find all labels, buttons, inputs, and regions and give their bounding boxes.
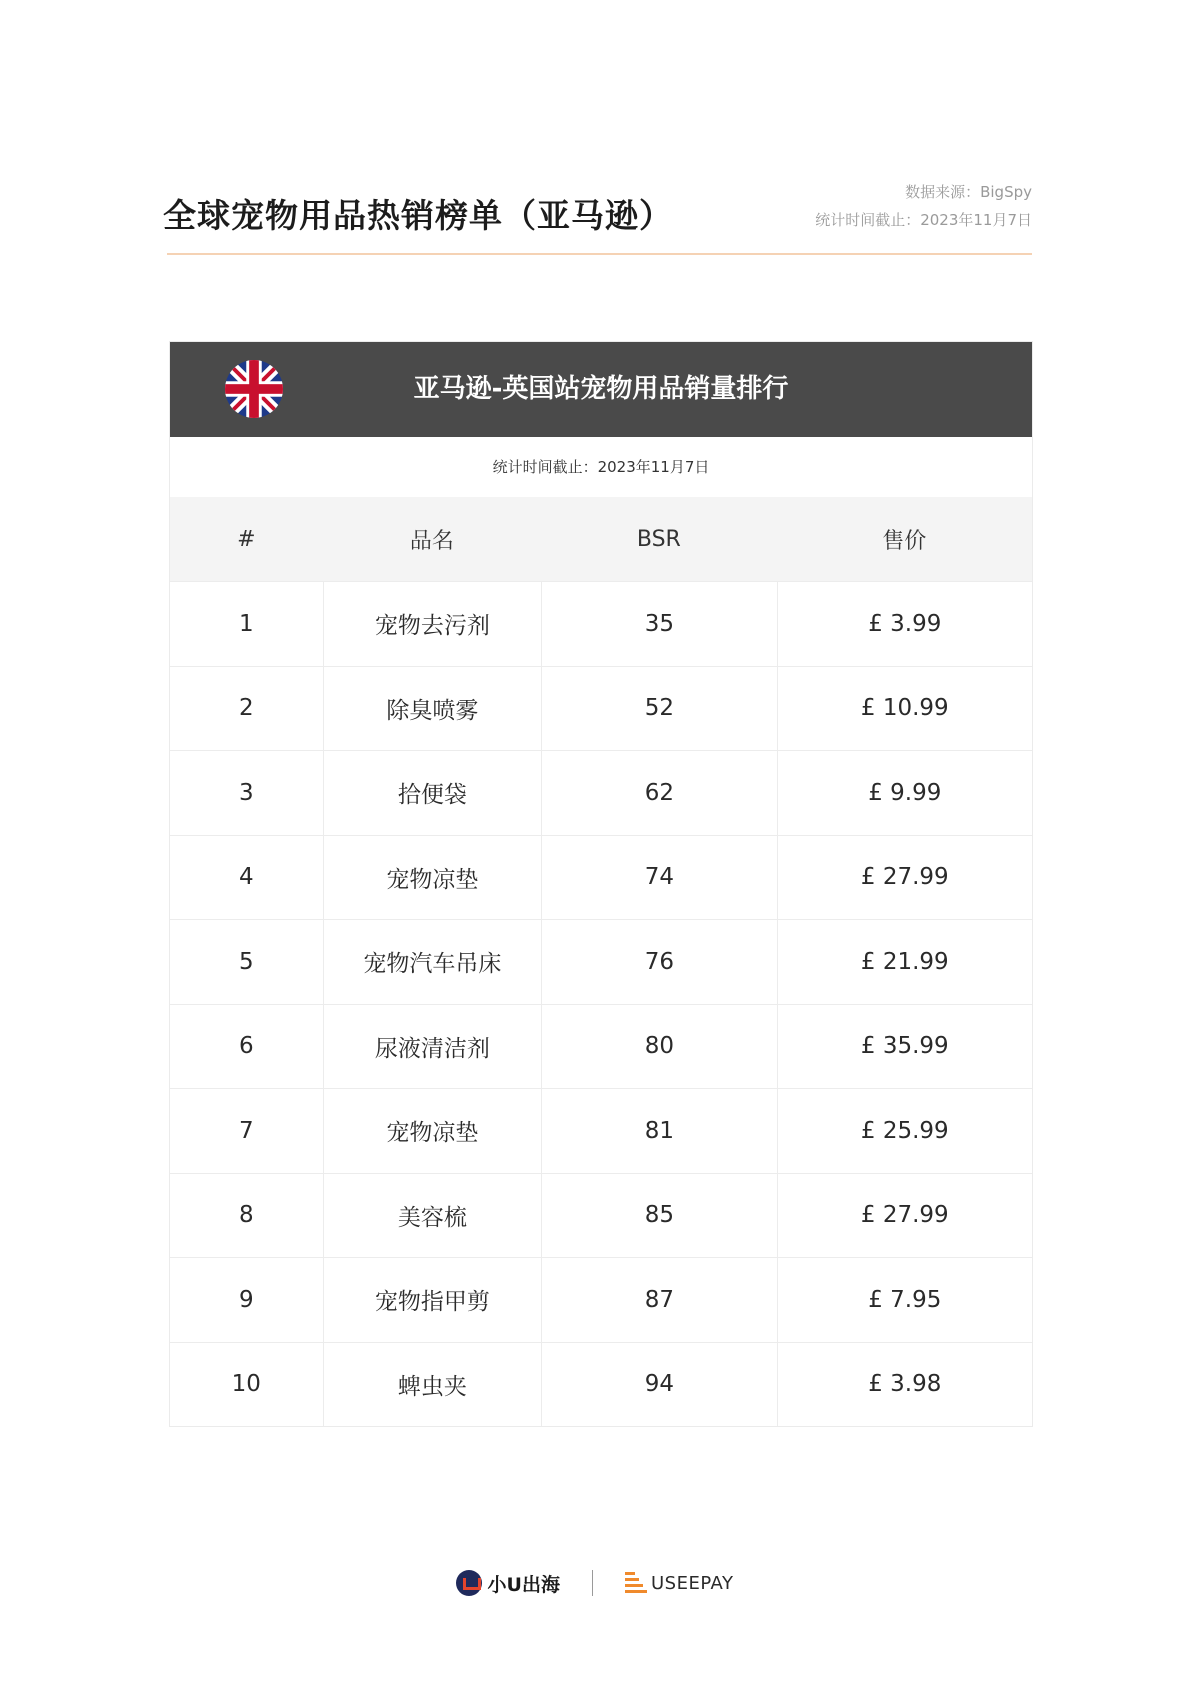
bsr-cell: 80 <box>541 1005 776 1089</box>
rank-cell: 8 <box>239 1202 254 1229</box>
meta-info <box>815 178 1032 234</box>
table-caption: 统计时间截止：2023年11月7日 <box>170 437 1032 497</box>
rank-cell: 6 <box>239 1033 254 1060</box>
brand-xiaou <box>456 1570 560 1597</box>
rank-cell: 5 <box>239 948 254 975</box>
price-cell: £ 3.98 <box>777 1343 1032 1427</box>
product-name-cell: 美容梳 <box>323 1174 542 1258</box>
bsr-cell: 87 <box>541 1258 776 1342</box>
product-name-cell: 宠物指甲剪 <box>323 1258 542 1342</box>
price-cell: £ 9.99 <box>777 751 1032 835</box>
bsr-cell: 35 <box>541 582 776 666</box>
rank-cell: 2 <box>239 695 254 722</box>
table-title: 亚马逊-英国站宠物用品销量排行 <box>413 374 789 404</box>
bsr-cell: 74 <box>541 836 776 920</box>
product-name-cell: 宠物凉垫 <box>323 1089 542 1173</box>
rank-cell: 9 <box>239 1286 254 1313</box>
product-name-cell: 蜱虫夹 <box>323 1343 542 1427</box>
ranking-table <box>169 341 1033 1427</box>
table-row <box>170 835 1032 920</box>
rank-cell: 4 <box>239 864 254 891</box>
product-name-cell: 除臭喷雾 <box>323 667 542 751</box>
table-row <box>170 919 1032 1004</box>
product-name-cell: 宠物凉垫 <box>323 836 542 920</box>
table-row <box>170 581 1032 666</box>
brand-useepay <box>625 1570 733 1596</box>
column-header-name: 品名 <box>409 528 454 554</box>
table-row <box>170 750 1032 835</box>
price-cell: £ 10.99 <box>777 667 1032 751</box>
bsr-cell: 76 <box>541 920 776 1004</box>
product-name-cell: 宠物汽车吊床 <box>323 920 542 1004</box>
price-cell: £ 21.99 <box>777 920 1032 1004</box>
price-cell: £ 3.99 <box>777 582 1032 666</box>
price-cell: £ 27.99 <box>777 1174 1032 1258</box>
table-row <box>170 1004 1032 1089</box>
rank-cell: 10 <box>231 1371 261 1398</box>
column-header-bsr: BSR <box>636 526 681 552</box>
rank-cell: 7 <box>239 1117 254 1144</box>
rank-cell: 1 <box>239 610 254 637</box>
column-header-row <box>170 497 1032 581</box>
page-title: 全球宠物用品热销榜单（亚马逊） <box>163 196 673 235</box>
column-header-price: 售价 <box>882 528 927 554</box>
table-row <box>170 1173 1032 1258</box>
price-cell: £ 35.99 <box>777 1005 1032 1089</box>
brand-xiaou-label: 小U出海 <box>487 1573 560 1596</box>
table-row <box>170 1342 1032 1427</box>
title-divider <box>167 253 1032 255</box>
brand-useepay-label: USEEPAY <box>650 1572 734 1594</box>
column-header-rank: # <box>237 526 256 552</box>
useepay-logo-icon <box>625 1570 647 1596</box>
price-cell: £ 27.99 <box>777 836 1032 920</box>
table-row <box>170 666 1032 751</box>
table-row <box>170 1257 1032 1342</box>
bsr-cell: 52 <box>541 667 776 751</box>
footer <box>0 1565 1189 1601</box>
table-header-bar <box>170 342 1032 437</box>
product-name-cell: 拾便袋 <box>323 751 542 835</box>
bsr-cell: 81 <box>541 1089 776 1173</box>
bsr-cell: 94 <box>541 1343 776 1427</box>
rank-cell: 3 <box>239 779 254 806</box>
stat-date: 统计时间截止：2023年11月7日 <box>815 211 1032 229</box>
data-source: 数据来源：BigSpy <box>905 183 1032 201</box>
bsr-cell: 85 <box>541 1174 776 1258</box>
xiaou-logo-icon <box>456 1570 482 1596</box>
table-row <box>170 1088 1032 1173</box>
price-cell: £ 25.99 <box>777 1089 1032 1173</box>
footer-divider <box>592 1570 593 1596</box>
product-name-cell: 宠物去污剂 <box>323 582 542 666</box>
product-name-cell: 尿液清洁剂 <box>323 1005 542 1089</box>
price-cell: £ 7.95 <box>777 1258 1032 1342</box>
bsr-cell: 62 <box>541 751 776 835</box>
